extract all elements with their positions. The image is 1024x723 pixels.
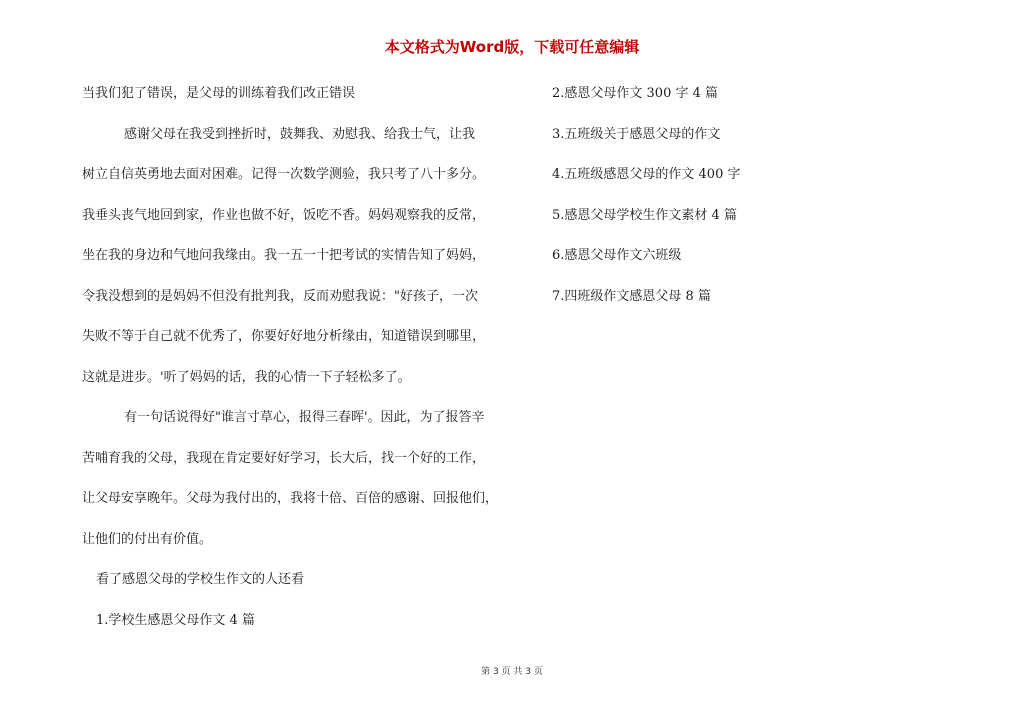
- related-article-link[interactable]: 1.学校生感恩父母作文 4 篇: [96, 612, 255, 628]
- related-article-link[interactable]: 5.感恩父母学校生作文素材 4 篇: [552, 207, 737, 223]
- word-format-banner: 本文格式为Word版，下载可任意编辑: [384, 38, 640, 56]
- essay-column: [82, 85, 522, 652]
- essay-line: 让父母安享晚年。父母为我付出的，我将十倍、百倍的感谢、回报他们，: [82, 491, 499, 506]
- related-heading: 看了感恩父母的学校生作文的人还看: [96, 572, 305, 587]
- related-article-link[interactable]: 3.五班级关于感恩父母的作文: [552, 126, 721, 142]
- essay-line: 令我没想到的是妈妈不但没有批判我，反而劝慰我说："好孩子，一次: [82, 288, 478, 304]
- related-article-link[interactable]: 7.四班级作文感恩父母 8 篇: [552, 288, 711, 304]
- related-article-link[interactable]: 4.五班级感恩父母的作文 400 字: [552, 167, 741, 182]
- essay-line: 有一句话说得好"谁言寸草心，报得三春晖'。因此，为了报答辛: [124, 410, 485, 425]
- essay-line: 坐在我的身边和气地问我缘由。我一五一十把考试的实情告知了妈妈，: [82, 248, 486, 263]
- essay-line: 这就是进步。'听了妈妈的话，我的心情一下子轻松多了。: [82, 369, 411, 385]
- essay-line: 感谢父母在我受到挫折时，鼓舞我、劝慰我、给我士气，让我: [124, 126, 476, 142]
- essay-line: 当我们犯了错误，是父母的训练着我们改正错误: [82, 86, 356, 101]
- related-article-link[interactable]: 2.感恩父母作文 300 字 4 篇: [552, 86, 719, 101]
- essay-line: 树立自信英勇地去面对困难。记得一次数学测验，我只考了八十多分。: [82, 167, 486, 182]
- essay-line: 苦哺育我的父母，我现在肯定要好好学习，长大后，找一个好的工作，: [82, 450, 486, 466]
- essay-line: 让他们的付出有价值。: [82, 531, 213, 547]
- related-articles-column: [552, 85, 852, 328]
- essay-line: 我垂头丧气地回到家，作业也做不好，饭吃不香。妈妈观察我的反常，: [82, 207, 486, 223]
- related-article-link[interactable]: 6.感恩父母作文六班级: [552, 248, 682, 263]
- essay-line: 失败不等于自己就不优秀了，你要好好地分析缘由，知道错误到哪里，: [82, 329, 486, 344]
- page-number: 第 3 页 共 3 页: [481, 667, 543, 677]
